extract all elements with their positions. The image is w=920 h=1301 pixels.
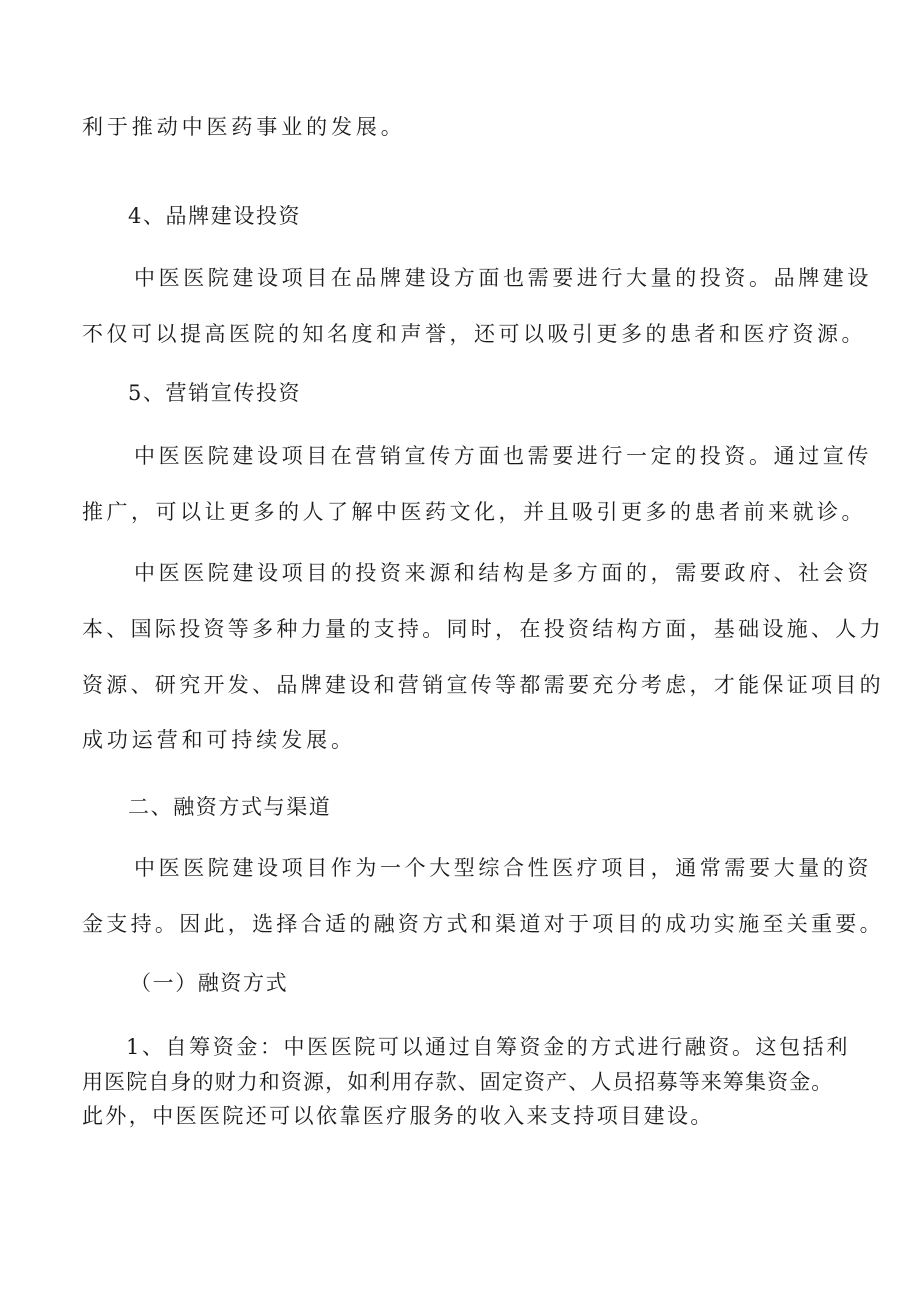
paragraph-line: 用医院自身的财力和资源，如利用存款、固定资产、人员招募等来筹集资金。 [82,1070,834,1094]
section-heading-brand-investment: 4、品牌建设投资 [128,204,302,228]
paragraph-line: 本、国际投资等多种力量的支持。同时，在投资结构方面，基础设施、人力 [82,617,884,641]
paragraph-line: 中医医院建设项目的投资来源和结构是多方面的，需要政府、社会资 [134,561,872,585]
paragraph-line: 此外，中医医院还可以依靠医疗服务的收入来支持项目建设。 [82,1104,714,1128]
subsection-heading-financing-methods: （一）融资方式 [130,971,289,995]
paragraph-line: 中医医院建设项目作为一个大型综合性医疗项目，通常需要大量的资 [134,856,872,880]
paragraph-line: 不仅可以提高医院的知名度和声誉，还可以吸引更多的患者和医疗资源。 [82,322,866,346]
paragraph-line: 1、自筹资金：中医医院可以通过自筹资金的方式进行融资。这包括利 [126,1035,850,1059]
section-heading-financing-methods-channels: 二、融资方式与渠道 [128,795,332,819]
paragraph-line: 中医医院建设项目在营销宣传方面也需要进行一定的投资。通过宣传 [134,444,872,468]
paragraph-line: 资源、研究开发、品牌建设和营销宣传等都需要充分考虑，才能保证项目的 [82,673,884,697]
paragraph-line: 推广，可以让更多的人了解中医药文化，并且吸引更多的患者前来就诊。 [82,500,866,524]
section-heading-marketing-investment: 5、营销宣传投资 [128,381,302,405]
paragraph-line: 成功运营和可持续发展。 [82,728,356,752]
paragraph-line: 利于推动中医药事业的发展。 [82,115,406,139]
paragraph-line: 中医医院建设项目在品牌建设方面也需要进行大量的投资。品牌建设 [134,266,872,290]
paragraph-line: 金支持。因此，选择合适的融资方式和渠道对于项目的成功实施至关重要。 [82,912,884,936]
